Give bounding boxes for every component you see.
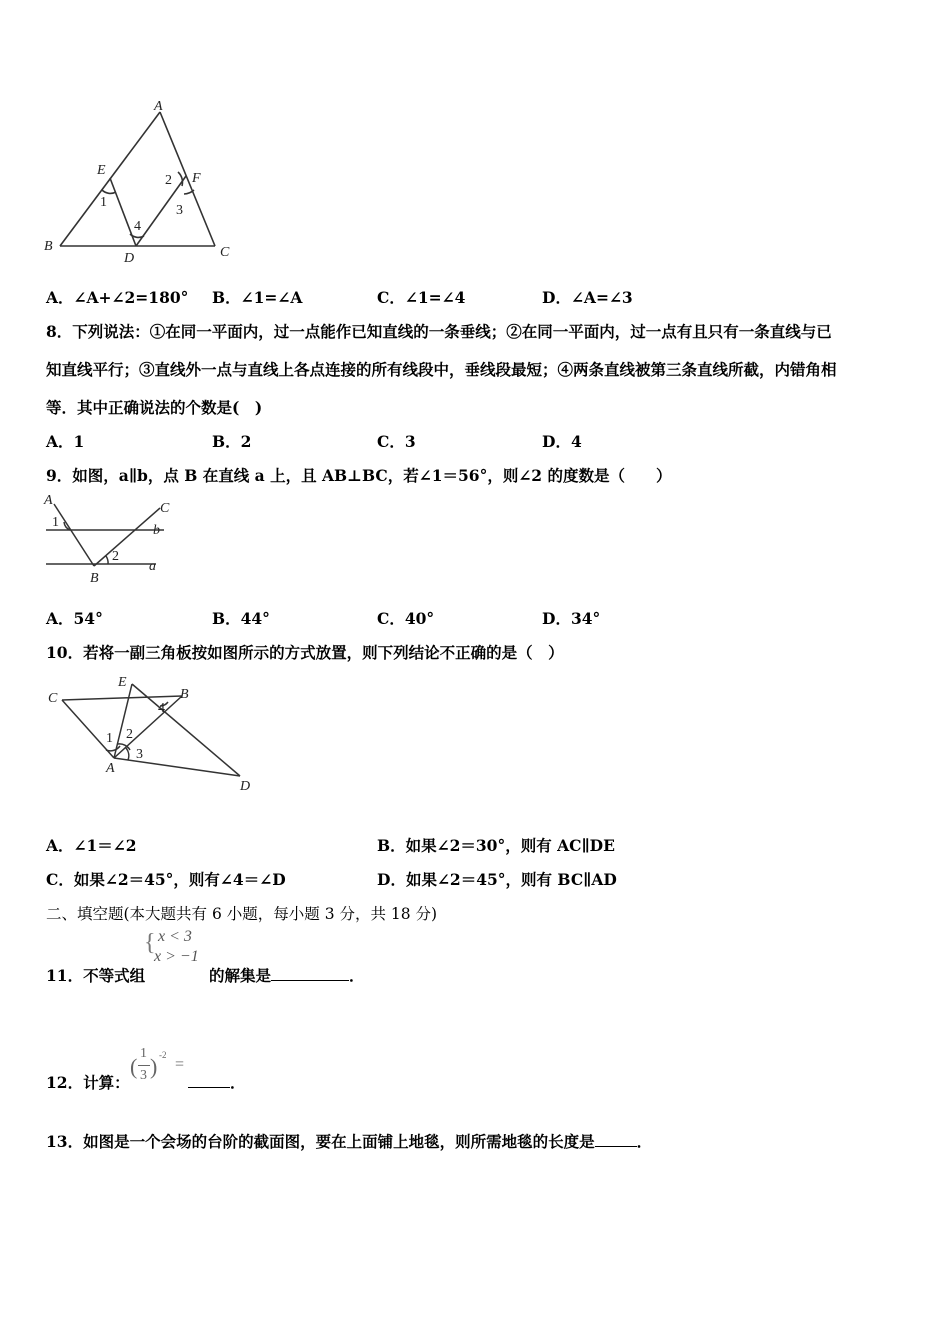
q11-suffix-line xyxy=(209,964,365,986)
q10-angle-3: 3 xyxy=(136,747,143,762)
q9-option-a: A．54° xyxy=(46,609,103,628)
q12-answer-blank xyxy=(188,1072,230,1089)
q7-angle-2: 2 xyxy=(165,173,172,188)
q12-numerator: 1 xyxy=(140,1046,147,1061)
q13-end: ． xyxy=(636,1132,653,1151)
q7-option-d: D．∠A=∠3 xyxy=(542,288,633,307)
q7-label-D: D xyxy=(124,251,135,266)
q7-label-E: E xyxy=(97,163,106,178)
q9-label-b: b xyxy=(153,523,160,538)
q8-stem-line2: 知直线平行；③直线外一点与直线上各点连接的所有线段中，垂线段最短；④两条直线被第三条直线所截，内错角相 xyxy=(46,360,837,379)
q8-option-c: C．3 xyxy=(377,432,416,451)
q11-inequality-2: x > −1 xyxy=(154,948,199,965)
q12-expression: ( 1 3 ) -2 = xyxy=(130,1046,185,1083)
q9-option-c: C．40° xyxy=(377,609,435,628)
q9-label-C: C xyxy=(160,501,170,516)
q10-angle-4: 4 xyxy=(158,701,165,716)
q11-end: ． xyxy=(349,966,365,985)
q9-label-A: A xyxy=(44,493,53,508)
q7-angle-4: 4 xyxy=(134,219,141,234)
q10-label-A: A xyxy=(106,761,115,776)
q7-label-B: B xyxy=(44,239,53,254)
q13-stem-line xyxy=(46,1130,652,1152)
q12-prefix: 12．计算： xyxy=(46,1073,130,1092)
q11-suffix: 的解集是 xyxy=(209,966,272,985)
q9-stem: 9．如图，a∥b，点 B 在直线 a 上，且 AB⊥BC，若∠1＝56°，则∠2 的度数是（ ） xyxy=(46,466,672,485)
q8-option-b: B．2 xyxy=(212,432,252,451)
q7-triangle-figure xyxy=(40,96,240,268)
q10-angle-2: 2 xyxy=(126,727,133,742)
q13-answer-blank xyxy=(595,1131,637,1148)
q13-stem: 13．如图是一个会场的台阶的截面图，要在上面铺上地毯，则所需地毯的长度是 xyxy=(46,1132,595,1151)
section-fill-in-heading: 二、填空题(本大题共有 6 小题，每小题 3 分，共 18 分) xyxy=(46,905,438,923)
q7-label-C: C xyxy=(220,245,230,260)
q11-answer-blank xyxy=(271,965,349,982)
q10-label-C: C xyxy=(48,691,58,706)
q12-equals: = xyxy=(175,1056,185,1073)
q10-label-D: D xyxy=(240,779,251,794)
q9-parallel-lines-figure xyxy=(40,490,180,586)
q10-option-a: A．∠1＝∠2 xyxy=(46,836,137,855)
q10-triangle-rulers-figure xyxy=(40,668,260,796)
q8-option-a: A．1 xyxy=(46,432,85,451)
q7-angle-1: 1 xyxy=(100,195,107,210)
q11-inequality-system: { x < 3 x > −1 xyxy=(144,928,199,965)
q9-label-B: B xyxy=(90,571,99,586)
q7-label-A: A xyxy=(154,99,163,114)
q10-option-d: D．如果∠2＝45°，则有 BC∥AD xyxy=(377,870,617,889)
q9-angle-1: 1 xyxy=(52,515,59,530)
q12-denominator: 3 xyxy=(140,1068,147,1083)
q11-inequality-1: x < 3 xyxy=(158,928,192,945)
q9-option-d: D．34° xyxy=(542,609,601,628)
q7-label-F: F xyxy=(192,171,201,186)
q8-option-d: D．4 xyxy=(542,432,582,451)
q7-option-c: C．∠1=∠4 xyxy=(377,288,466,307)
q10-option-b: B．如果∠2＝30°，则有 AC∥DE xyxy=(377,836,615,855)
q12-end: ． xyxy=(230,1073,246,1092)
q8-stem-line1: 8．下列说法：①在同一平面内，过一点能作已知直线的一条垂线；②在同一平面内，过一点有且只有一条直线与已 xyxy=(46,322,832,341)
q12-answer-line xyxy=(188,1071,246,1093)
q8-stem-line3: 等．其中正确说法的个数是( ) xyxy=(46,398,263,417)
q12-exponent: -2 xyxy=(159,1050,167,1060)
q9-angle-2: 2 xyxy=(112,549,119,564)
q7-angle-3: 3 xyxy=(176,203,183,218)
q7-option-a: A．∠A+∠2=180° xyxy=(46,288,189,307)
q10-label-E: E xyxy=(118,675,127,690)
q9-option-b: B．44° xyxy=(212,609,270,628)
q10-angle-1: 1 xyxy=(106,731,113,746)
q7-option-b: B．∠1=∠A xyxy=(212,288,303,307)
q10-option-c: C．如果∠2＝45°，则有∠4＝∠D xyxy=(46,870,286,889)
q10-stem: 10．若将一副三角板按如图所示的方式放置，则下列结论不正确的是（ ） xyxy=(46,643,564,662)
q10-label-B: B xyxy=(180,687,189,702)
q9-label-a: a xyxy=(149,559,156,574)
q11-prefix: 11．不等式组 xyxy=(46,966,146,985)
